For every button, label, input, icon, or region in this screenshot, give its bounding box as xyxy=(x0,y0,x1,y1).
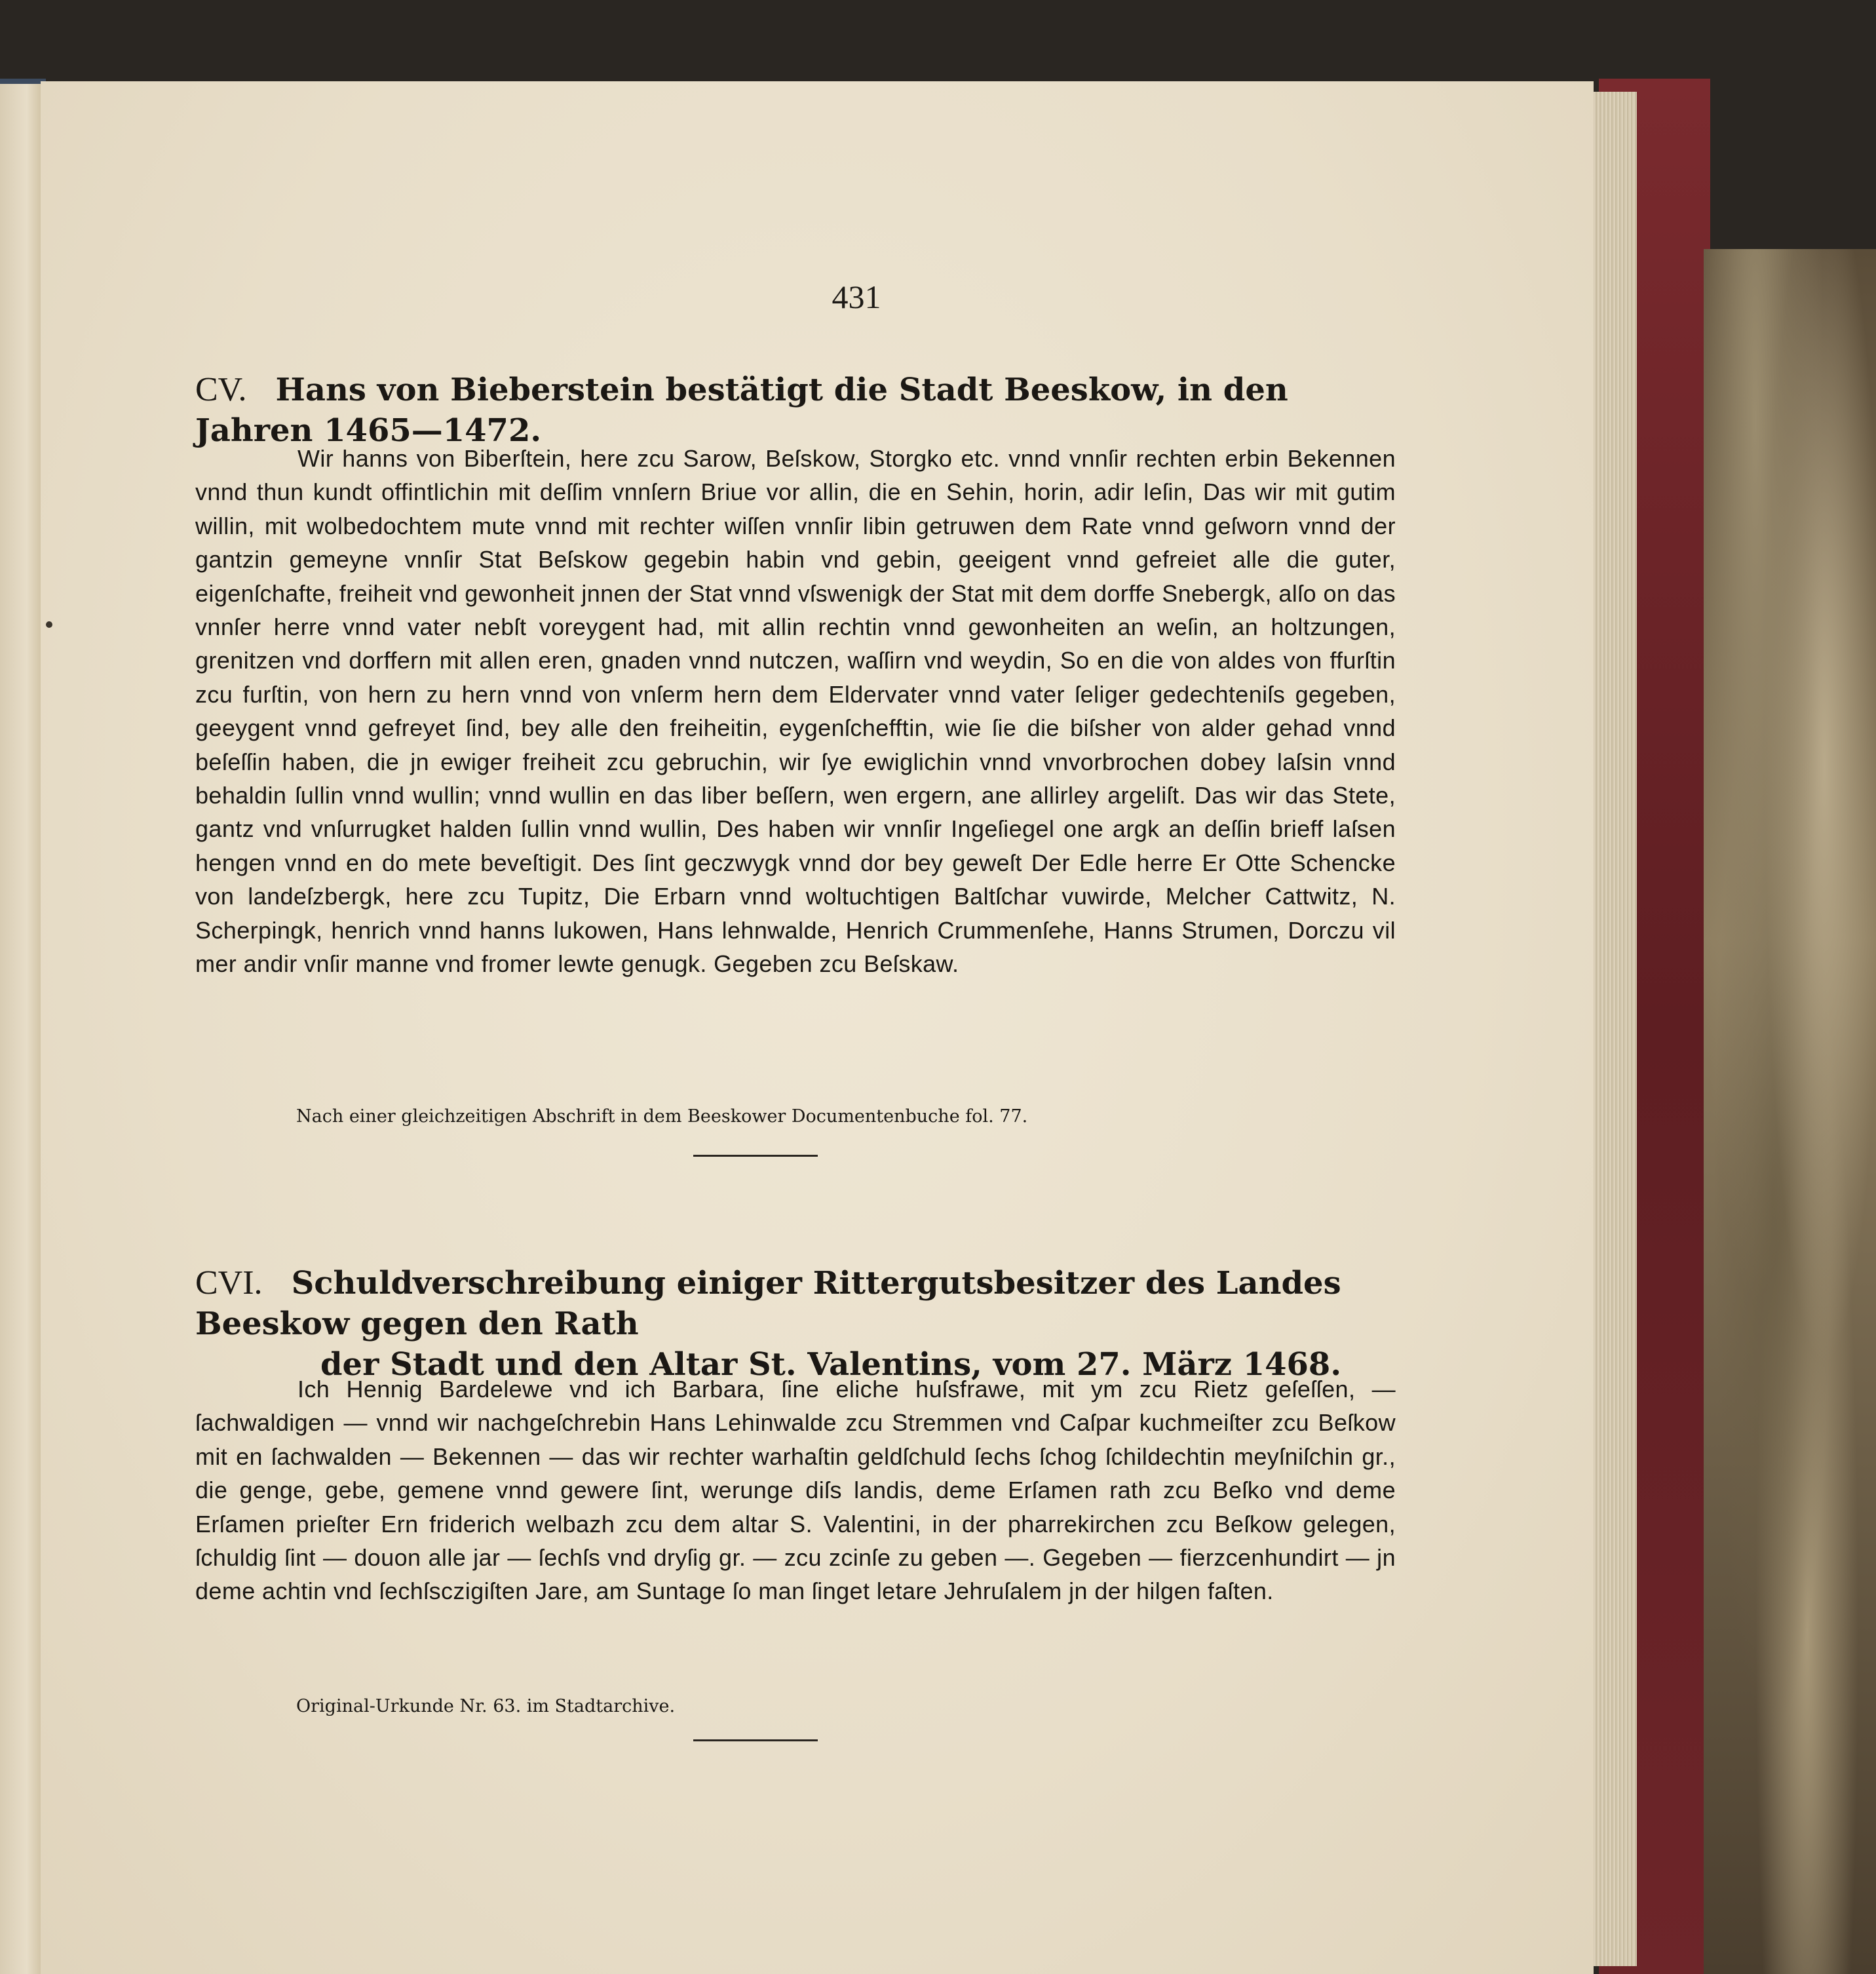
section-cv-body xyxy=(195,442,1396,981)
section-cvi-number: CVI. xyxy=(195,1264,263,1302)
section-cvi-paragraph: Ich Hennig Bardelewe vnd ich Barbara, ſine eliche huſsfrawe, mit ym zcu Rietz geſeſſen, — ſachwaldigen — vnnd wir nachgeſchrebin Hans Lehinwalde zcu Stremmen vnd Caſpar kuchmeiſter zcu Beſkow mit en ſachwalden — Bekennen — das wir rechter warhaſtin geldſchuld ſechs ſchog ſchildechtin meyſniſchin gr., die genge, gebe, gemene vnnd gewere ſint, werunge diſs landis, deme Erſamen rath zcu Beſko vnd deme Erſamen prieſter Ern friderich welbazh zcu dem altar S. Valentini, in der pharrekirchen zcu Beſkow gelegen, ſchuldig ſint — douon alle jar — ſechſs vnd dryſig gr. — zcu zcinſe zu geben —. Gegeben — fierzcenhundirt — jn deme achtin vnd ſechſsczigiſten Jare, am Suntage ſo man ſinget letare Jehruſalem jn der hilgen faſten. xyxy=(195,1376,1396,1605)
section-cv-paragraph: Wir hanns von Biberſtein, here zcu Sarow, Beſskow, Storgko etc. vnnd vnnſir rechten erbin Bekennen vnnd thun kundt offintlichin mit deſſim vnnſern Briue vor allin, die en Sehin, horin, adir leſin, Das wir mit gutim willin, mit wolbedochtem mute vnnd mit rechter wiſſen vnnſir libin getruwen dem Rate vnnd geſworn vnnd der gantzin gemeyne vnnſir Stat Beſskow gegebin habin vnd gebin, geeigent vnnd gefreiet alle die guter, eigenſchafte, freiheit vnd gewonheit jnnen der Stat vnnd vſswenigk der Stat mit dem dorffe Snebergk, alſo on das vnnſer herre vnnd vater nebſt voreygent had, mit allin rechtin vnnd gewonheiten an weſin, an holtzungen, grenitzen vnd dorffern mit allen eren, gnaden vnnd nutczen, waſſirn vnd weydin, So en die von aldes von ffurſtin zcu furſtin, von hern zu hern vnnd von vnſerm hern dem Eldervater vnnd vater ſeliger gedechteniſs gegeben, geeygent vnnd gefreyet ſind, bey alle den freiheitin, eygenſchefftin, wie ſie die biſsher von alder gehad vnnd beſeſſin haben, die jn ewiger freiheit zcu gebruchin, wir ſye ewiglichin vnnd vnvorbrochen dobey laſsin vnnd behaldin ſullin vnnd wullin; vnnd wullin en das liber beſſern, wen ergern, ane allirley argeliſt. Das wir das Stete, gantz vnd vnſurrugket halden ſullin vnnd wullin, Des haben wir vnnſir Ingeſiegel one argk an deſſin brieff laſsen hengen vnnd en do mete beveſtigit. Des ſint geczwygk vnnd dor bey geweſt Der Edle herre Er Otte Schencke von landeſzbergk, here zcu Tupitz, Die Erbarn vnnd woltuchtigen Baltſchar vuwirde, Melcher Cattwitz, N. Scherpingk, henrich vnnd hanns lukowen, Hans lehnwalde, Henrich Crummenſehe, Hanns Strumen, Dorczu vil mer andir vnſir manne vnd fromer lewte genugk. Gegeben zcu Beſskaw. xyxy=(195,445,1396,978)
page-number: 431 xyxy=(832,279,881,315)
document-page xyxy=(41,81,1594,1974)
section-cv-source-note: Nach einer gleichzeitigen Abschrift in dem Beeskower Documentenbuche fol. 77. xyxy=(296,1106,1028,1127)
section-cvi-heading xyxy=(195,1263,1388,1385)
section-cvi-title-line1: Schuldverschreibung einiger Rittergutsbesitzer des Landes Beeskow gegen den Rath xyxy=(195,1265,1341,1342)
facing-page-edge xyxy=(0,84,45,1974)
section-cv-heading xyxy=(195,370,1349,451)
section-cvi-body xyxy=(195,1372,1396,1608)
section-cv-title: Hans von Bieberstein bestätigt die Stadt Beeskow, in den Jahren 1465—1472. xyxy=(195,372,1288,449)
margin-speck xyxy=(46,621,52,628)
section-cvi-heading-line1 xyxy=(195,1263,1388,1344)
section-divider xyxy=(693,1155,818,1157)
book-cover-marbled-paper xyxy=(1704,249,1876,1974)
section-end-rule xyxy=(693,1739,818,1741)
section-cvi-source-note: Original-Urkunde Nr. 63. im Stadtarchive. xyxy=(296,1696,676,1716)
section-cvi-title-line2: der Stadt und den Altar St. Valentins, vom 27. März 1468. xyxy=(320,1346,1342,1383)
section-cv-number: CV. xyxy=(195,371,247,408)
